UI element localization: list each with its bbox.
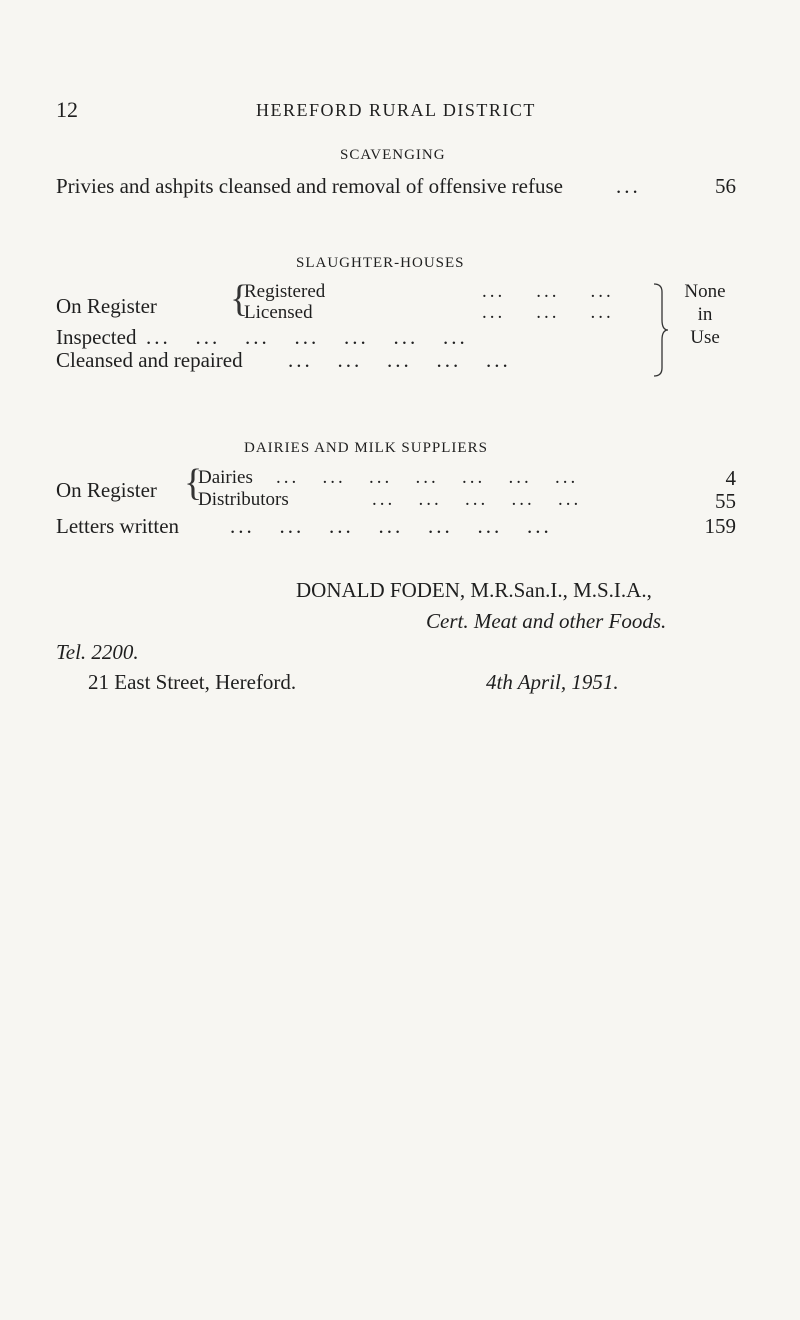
dairies-letters-label: Letters written (56, 514, 180, 538)
dairies-on-register-label: On Register (56, 478, 157, 502)
dairies-dairies-dots: ... ... ... ... ... ... ... (276, 467, 579, 488)
scavenging-title: SCAVENGING (340, 147, 446, 163)
dairies-letters-value: 159 (704, 514, 736, 538)
slaughter-cleansed-label: Cleansed and repaired (56, 348, 243, 372)
slaughter-title: SLAUGHTER-HOUSES (296, 255, 465, 271)
slaughter-licensed-dots: ... ... ... (482, 302, 614, 323)
scavenging-line-dots: ... (616, 174, 641, 198)
slaughter-inspected-dots: ... ... ... ... ... ... ... (146, 325, 468, 349)
dairies-dairies-label: Dairies (198, 467, 253, 488)
scavenging-line-value: 56 (715, 174, 736, 198)
page-number: 12 (56, 97, 78, 122)
slaughter-inspected-label: Inspected (56, 325, 137, 349)
dairies-distributors-dots: ... ... ... ... ... (372, 489, 582, 510)
signature-date: 4th April, 1951. (486, 670, 619, 694)
slaughter-registered-dots: ... ... ... (482, 281, 614, 302)
right-brace-icon (650, 282, 670, 378)
slaughter-result-use: Use (690, 327, 720, 348)
slaughter-result-none: None (684, 281, 726, 302)
slaughter-registered-label: Registered (244, 281, 326, 302)
left-brace-icon: { (184, 462, 203, 504)
slaughter-on-register-label: On Register (56, 294, 157, 318)
dairies-letters-dots: ... ... ... ... ... ... ... (230, 514, 552, 538)
dairies-title: DAIRIES AND MILK SUPPLIERS (244, 440, 488, 456)
dairies-dairies-value: 4 (725, 466, 736, 490)
slaughter-licensed-label: Licensed (244, 302, 313, 323)
running-title: HEREFORD RURAL DISTRICT (256, 100, 536, 120)
signature-name: DONALD FODEN, M.R.San.I., M.S.I.A., (296, 578, 652, 602)
slaughter-result-in: in (697, 304, 713, 325)
left-brace-icon: { (230, 278, 249, 320)
signature-role: Cert. Meat and other Foods. (426, 609, 667, 633)
signature-address: 21 East Street, Hereford. (88, 670, 297, 694)
signature-telephone: Tel. 2200. (56, 640, 139, 664)
scavenging-line-label: Privies and ashpits cleansed and removal of offensive refuse (56, 174, 563, 198)
dairies-distributors-label: Distributors (198, 489, 289, 510)
slaughter-cleansed-dots: ... ... ... ... ... (288, 348, 511, 372)
dairies-distributors-value: 55 (715, 489, 736, 513)
